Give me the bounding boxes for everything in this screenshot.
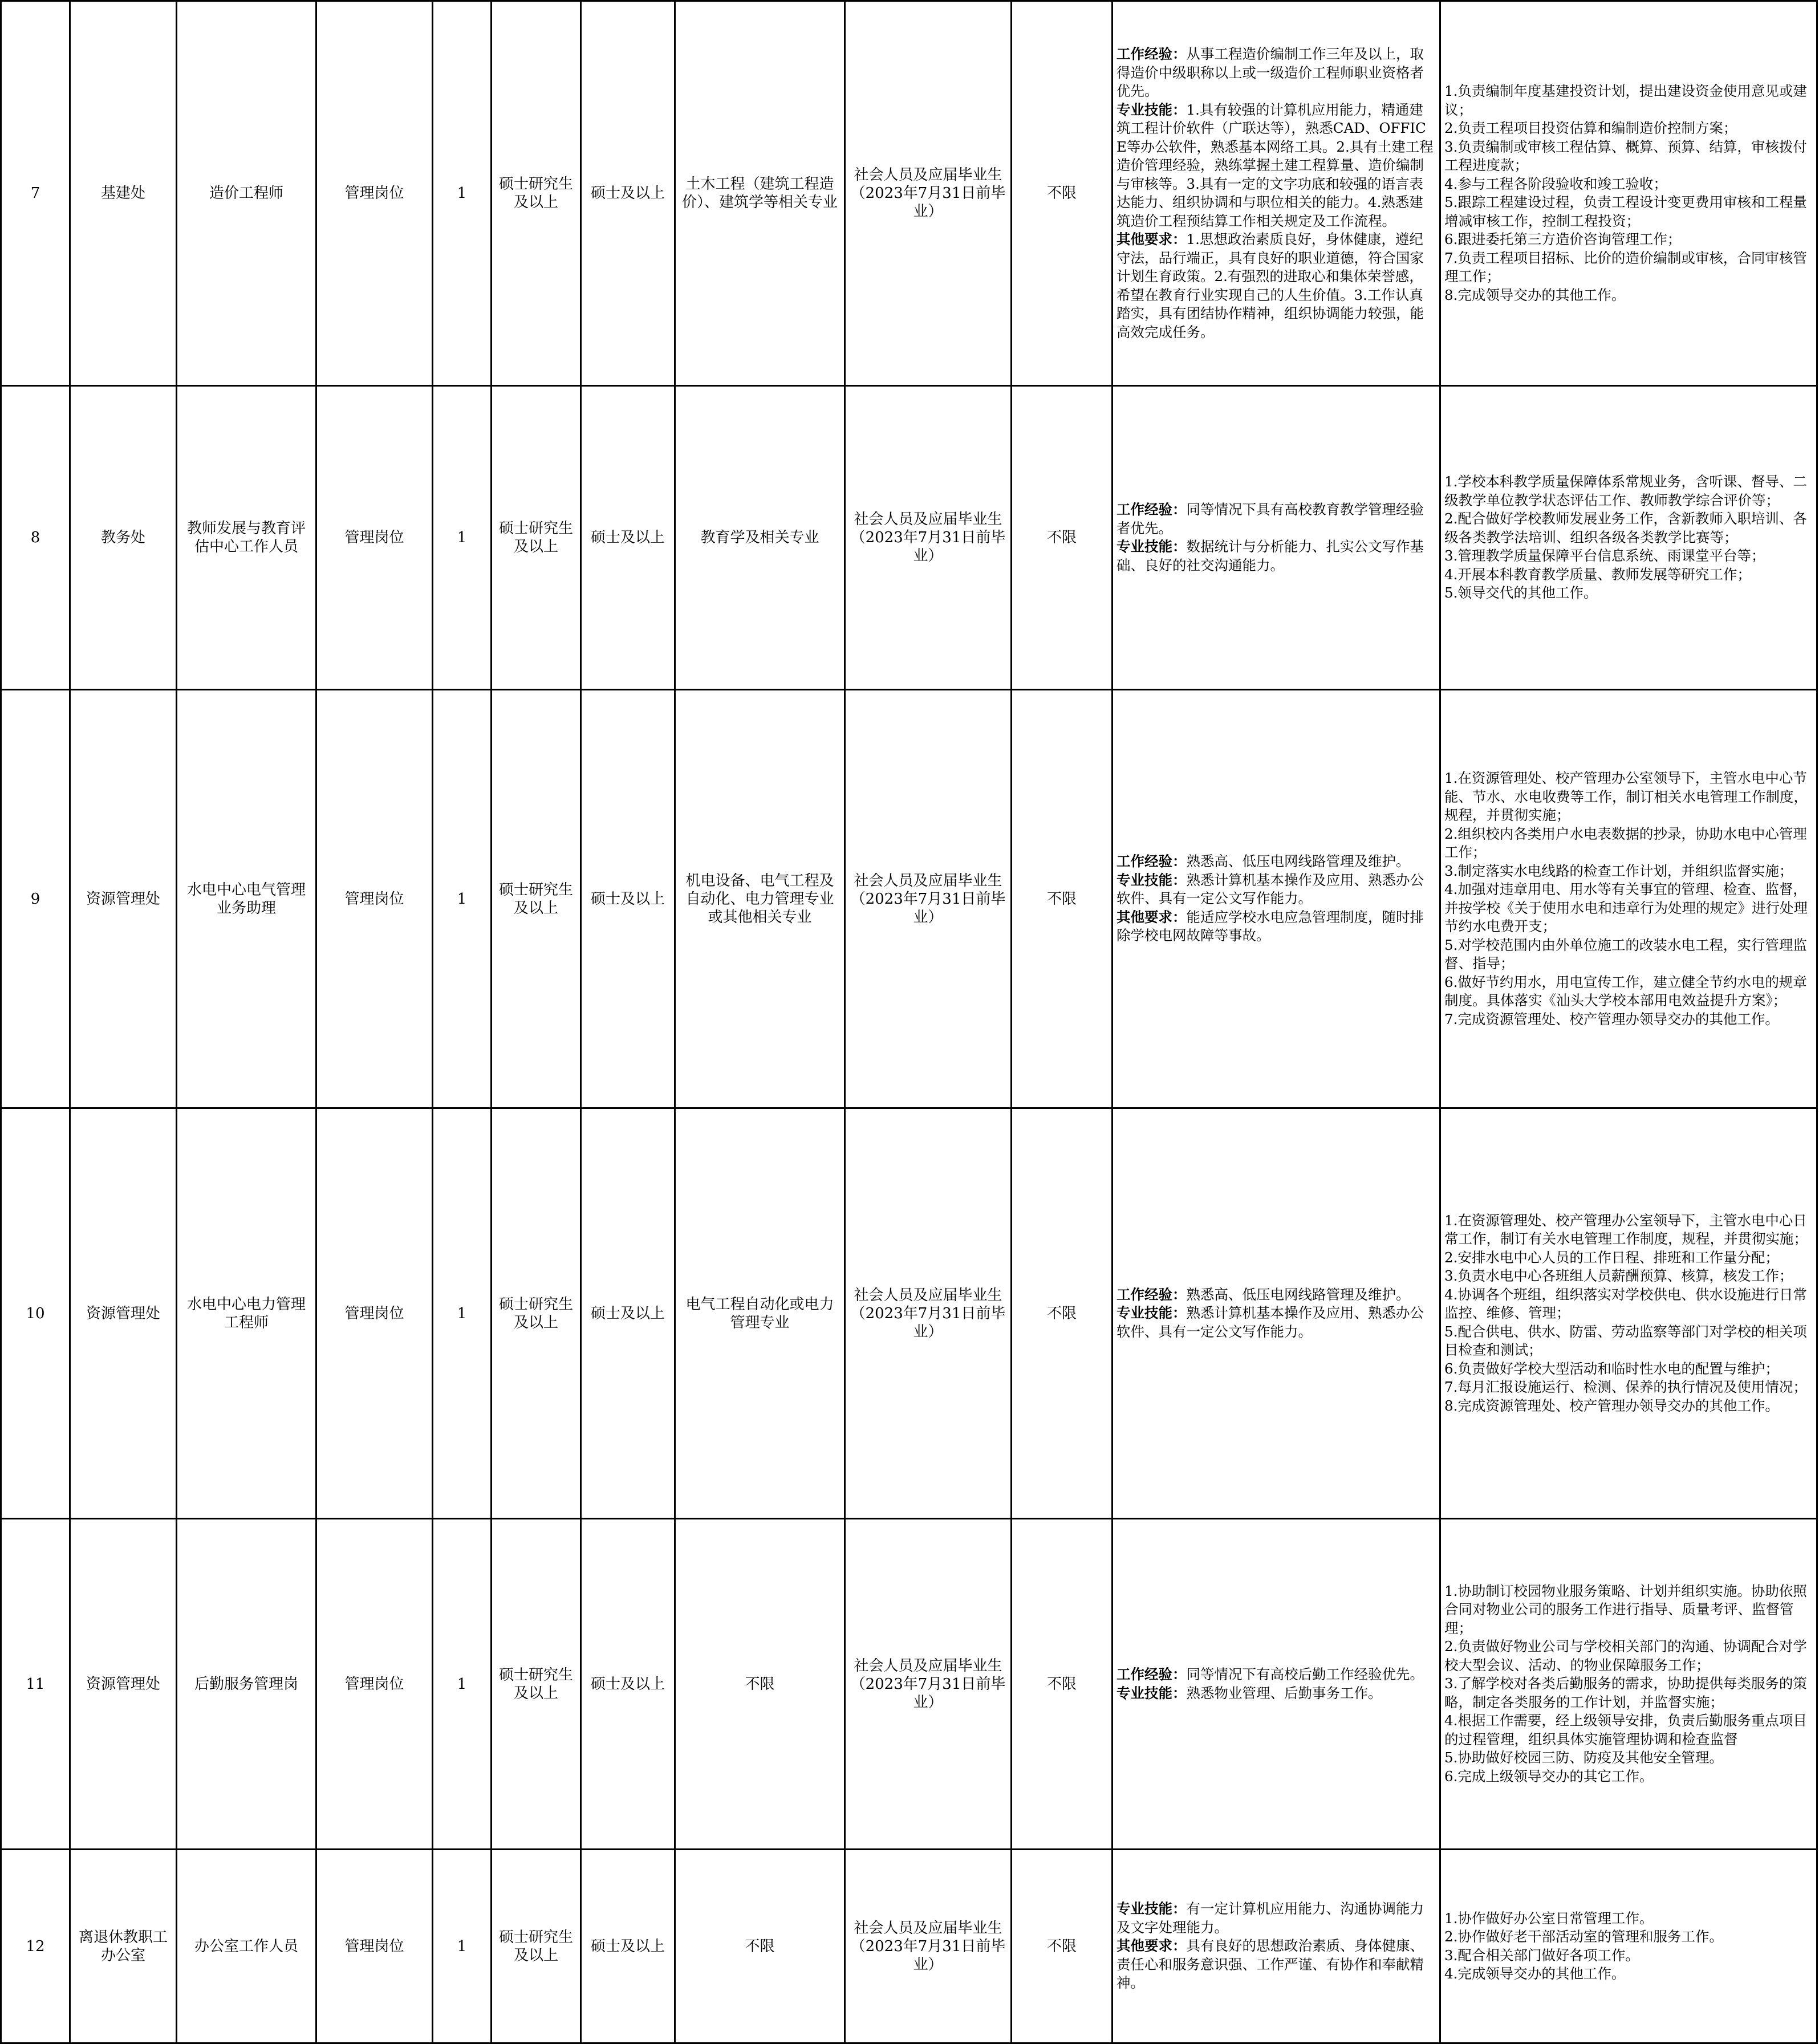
requirement-text: 熟悉高、低压电网线路管理及维护。 xyxy=(1186,853,1410,870)
degree-cell: 硕士及以上 xyxy=(581,1,675,386)
requirement-label: 工作经验： xyxy=(1116,1666,1187,1683)
headcount-cell: 1 xyxy=(433,386,492,690)
duty-item: 3.了解学校对各类后勤服务的需求，协助提供每类服务的策略，制定各类服务的工作计划，并监督实施； xyxy=(1444,1675,1807,1710)
post-name-cell: 后勤服务管理岗 xyxy=(177,1519,316,1850)
age-limit-cell: 不限 xyxy=(1012,690,1112,1108)
requirement-text: 具有良好的思想政治素质、身体健康、责任心和服务意识强、工作严谨、有协作和奉献精神。 xyxy=(1116,1937,1424,1992)
post-category-cell: 管理岗位 xyxy=(316,1850,433,2043)
requirement-item xyxy=(1116,501,1436,538)
target-group-cell: 社会人员及应届毕业生（2023年7月31日前毕业） xyxy=(845,1519,1012,1850)
duty-item: 4.根据工作需要，经上级领导安排，负责后勤服务重点项目的过程管理，组织具体实施管理协调和检查监督 xyxy=(1444,1712,1807,1748)
requirement-label: 专业技能： xyxy=(1116,1305,1187,1322)
duty-item: 5.对学校范围内由外单位施工的改装水电工程，实行管理监督、指导； xyxy=(1444,936,1807,972)
duty-item: 8.完成资源管理处、校产管理办领导交办的其他工作。 xyxy=(1444,1397,1779,1414)
requirement-item xyxy=(1116,852,1436,871)
requirement-item xyxy=(1116,1937,1436,1993)
table-row xyxy=(1,386,1817,690)
duty-item: 1.协助制订校园物业服务策略、计划并组织实施。协助依照合同对物业公司的服务工作进行指导、质量考评、监督管理； xyxy=(1444,1582,1807,1636)
post-name-cell: 水电中心电气管理业务助理 xyxy=(177,690,316,1108)
duty-item: 1.协作做好办公室日常管理工作。 xyxy=(1444,1909,1654,1927)
duty-item: 2.配合做好学校教师发展业务工作，含新教师入职培训、各级各类教学法培训、组织各级各类教学比赛等； xyxy=(1444,510,1807,546)
post-category-cell: 管理岗位 xyxy=(316,1,433,386)
duty-item: 2.协作做好老干部活动室的管理和服务工作。 xyxy=(1444,1928,1723,1945)
requirement-item xyxy=(1116,538,1436,575)
post-name-cell: 造价工程师 xyxy=(177,1,316,386)
age-limit-cell: 不限 xyxy=(1012,386,1112,690)
duty-item: 1.在资源管理处、校产管理办公室领导下，主管水电中心日常工作，制订有关水电管理工作制度，规程，并贯彻实施； xyxy=(1444,1212,1808,1247)
education-cell: 硕士研究生及以上 xyxy=(492,386,581,690)
duties-cell xyxy=(1440,1108,1817,1519)
target-group-cell: 社会人员及应届毕业生（2023年7月31日前毕业） xyxy=(845,1,1012,386)
degree-cell: 硕士及以上 xyxy=(581,1850,675,2043)
major-cell: 教育学及相关专业 xyxy=(675,386,845,690)
requirement-item xyxy=(1116,1304,1436,1341)
duty-item: 2.负责做好物业公司与学校相关部门的沟通、协调配合对学校大型会议、活动、的物业保障服务工作； xyxy=(1444,1638,1807,1673)
post-category-cell: 管理岗位 xyxy=(316,1519,433,1850)
requirement-item xyxy=(1116,230,1436,342)
age-limit-cell: 不限 xyxy=(1012,1519,1112,1850)
duty-item: 7.每月汇报设施运行、检测、保养的执行情况及使用情况； xyxy=(1444,1379,1807,1396)
duty-item: 3.负责水电中心各班组人员薪酬预算、核算，核发工作； xyxy=(1444,1267,1793,1285)
headcount-cell: 1 xyxy=(433,1850,492,2043)
requirements-cell xyxy=(1112,386,1440,690)
duty-item: 2.安排水电中心人员的工作日程、排班和工作量分配； xyxy=(1444,1249,1779,1266)
requirement-text: 熟悉计算机基本操作及应用、熟悉办公软件、具有一定公文写作能力。 xyxy=(1116,1305,1424,1340)
requirement-item xyxy=(1116,1900,1436,1937)
row-number: 11 xyxy=(1,1519,70,1850)
duties-cell xyxy=(1440,1850,1817,2043)
requirements-cell xyxy=(1112,1,1440,386)
education-cell: 硕士研究生及以上 xyxy=(492,1,581,386)
table-row xyxy=(1,690,1817,1108)
post-category-cell: 管理岗位 xyxy=(316,1108,433,1519)
duties-cell xyxy=(1440,1,1817,386)
age-limit-cell: 不限 xyxy=(1012,1850,1112,2043)
education-cell: 硕士研究生及以上 xyxy=(492,690,581,1108)
education-cell: 硕士研究生及以上 xyxy=(492,1519,581,1850)
post-category-cell: 管理岗位 xyxy=(316,690,433,1108)
target-group-cell: 社会人员及应届毕业生（2023年7月31日前毕业） xyxy=(845,386,1012,690)
duty-item: 6.完成上级领导交办的其它工作。 xyxy=(1444,1767,1654,1785)
requirement-label: 工作经验： xyxy=(1116,46,1187,62)
duty-item: 3.制定落实水电线路的检查工作计划，并组织监督实施； xyxy=(1444,862,1793,879)
requirement-item xyxy=(1116,101,1436,231)
requirement-text: 能适应学校水电应急管理制度，随时排除学校电网故障等事故。 xyxy=(1116,908,1424,944)
department-cell: 资源管理处 xyxy=(70,690,177,1108)
duty-item: 3.负责编制或审核工程估算、概算、预算、结算，审核拨付工程进度款； xyxy=(1444,138,1807,173)
row-number: 12 xyxy=(1,1850,70,2043)
duty-item: 5.跟踪工程建设过程，负责工程设计变更费用审核和工程量增减审核工作，控制工程投资； xyxy=(1444,194,1807,229)
requirement-label: 其他要求： xyxy=(1116,231,1187,247)
degree-cell: 硕士及以上 xyxy=(581,386,675,690)
requirement-label: 专业技能： xyxy=(1116,1900,1187,1917)
education-cell: 硕士研究生及以上 xyxy=(492,1108,581,1519)
duties-cell xyxy=(1440,386,1817,690)
age-limit-cell: 不限 xyxy=(1012,1108,1112,1519)
requirement-label: 其他要求： xyxy=(1116,908,1187,925)
duty-item: 2.负责工程项目投资估算和编制造价控制方案； xyxy=(1444,120,1737,136)
duty-item: 4.完成领导交办的其他工作。 xyxy=(1444,1965,1626,1982)
requirement-text: 同等情况下具有高校教育教学管理经验者优先。 xyxy=(1116,501,1424,537)
duty-item: 5.配合供电、供水、防雷、劳动监察等部门对学校的相关项目检查和测试； xyxy=(1444,1323,1807,1359)
table-row xyxy=(1,1,1817,386)
duty-item: 1.学校本科教学质量保障体系常规业务，含听课、督导、二级教学单位教学状态评估工作、教师教学综合评价等； xyxy=(1444,473,1807,509)
department-cell: 资源管理处 xyxy=(70,1108,177,1519)
duty-item: 7.完成资源管理处、校产管理办领导交办的其他工作。 xyxy=(1444,1010,1779,1027)
duty-item: 1.负责编制年度基建投资计划，提出建设资金使用意见或建议； xyxy=(1444,83,1807,118)
duty-item: 3.管理教学质量保障平台信息系统、雨课堂平台等； xyxy=(1444,547,1765,564)
requirement-item xyxy=(1116,1286,1436,1305)
post-category-cell: 管理岗位 xyxy=(316,386,433,690)
requirement-text: 有一定计算机应用能力、沟通协调能力及文字处理能力。 xyxy=(1116,1900,1424,1936)
headcount-cell: 1 xyxy=(433,1519,492,1850)
duty-item: 5.协助做好校园三防、防疫及其他安全管理。 xyxy=(1444,1749,1723,1766)
post-name-cell: 教师发展与教育评估中心工作人员 xyxy=(177,386,316,690)
target-group-cell: 社会人员及应届毕业生（2023年7月31日前毕业） xyxy=(845,1850,1012,2043)
requirement-item xyxy=(1116,45,1436,101)
duty-item: 4.协调各个班组，组织落实对学校供电、供水设施进行日常监控、维修、管理； xyxy=(1444,1286,1807,1322)
requirement-item xyxy=(1116,908,1436,945)
requirement-text: 熟悉计算机基本操作及应用、熟悉办公软件、具有一定公文写作能力。 xyxy=(1116,871,1424,907)
row-number: 8 xyxy=(1,386,70,690)
duty-item: 4.加强对违章用电、用水等有关事宜的管理、检查、监督，并按学校《关于使用水电和违章行为处理的规定》进行处理节约水电费开支； xyxy=(1444,881,1808,934)
major-cell: 不限 xyxy=(675,1850,845,2043)
requirements-cell xyxy=(1112,690,1440,1108)
department-cell: 教务处 xyxy=(70,386,177,690)
duty-item: 4.开展本科教育教学质量、教师发展等研究工作； xyxy=(1444,566,1751,583)
requirement-text: 从事工程造价编制工作三年及以上，取得造价中级职称以上或一级造价工程师职业资格者优先。 xyxy=(1116,46,1424,99)
requirement-item xyxy=(1116,1665,1436,1684)
major-cell: 土木工程（建筑工程造价）、建筑学等相关专业 xyxy=(675,1,845,386)
requirement-text: 熟悉高、低压电网线路管理及维护。 xyxy=(1186,1286,1410,1303)
target-group-cell: 社会人员及应届毕业生（2023年7月31日前毕业） xyxy=(845,1108,1012,1519)
requirement-label: 工作经验： xyxy=(1116,1286,1187,1303)
requirement-text: 数据统计与分析能力、扎实公文写作基础、良好的社交沟通能力。 xyxy=(1116,538,1424,574)
requirement-label: 专业技能： xyxy=(1116,101,1187,118)
requirement-label: 工作经验： xyxy=(1116,501,1187,518)
requirement-label: 专业技能： xyxy=(1116,538,1187,555)
requirement-label: 其他要求： xyxy=(1116,1937,1187,1954)
post-name-cell: 水电中心电力管理工程师 xyxy=(177,1108,316,1519)
department-cell: 离退休教职工办公室 xyxy=(70,1850,177,2043)
major-cell: 电气工程自动化或电力管理专业 xyxy=(675,1108,845,1519)
requirement-item xyxy=(1116,871,1436,908)
degree-cell: 硕士及以上 xyxy=(581,1519,675,1850)
requirement-label: 专业技能： xyxy=(1116,1684,1187,1701)
major-cell: 不限 xyxy=(675,1519,845,1850)
headcount-cell: 1 xyxy=(433,1108,492,1519)
headcount-cell: 1 xyxy=(433,690,492,1108)
table-body xyxy=(1,1,1817,2043)
requirement-item xyxy=(1116,1684,1436,1703)
duty-item: 1.在资源管理处、校产管理办公室领导下，主管水电中心节能、节水、水电收费等工作，制订相关水电管理工作制度，规程，并贯彻实施； xyxy=(1444,770,1808,823)
table-row xyxy=(1,1108,1817,1519)
headcount-cell: 1 xyxy=(433,1,492,386)
duty-item: 6.负责做好学校大型活动和临时性水电的配置与维护； xyxy=(1444,1360,1779,1377)
duty-item: 3.配合相关部门做好各项工作。 xyxy=(1444,1947,1639,1964)
post-name-cell: 办公室工作人员 xyxy=(177,1850,316,2043)
duties-cell xyxy=(1440,690,1817,1108)
requirement-text: 1.具有较强的计算机应用能力，精通建筑工程计价软件（广联达等），熟悉CAD、OFFICE等办公软件，熟悉基本网络工具。2.具有土建工程造价管理经验，熟练掌握土建工程算量、造价编制与审核等。3.具有一定的文字功底和较强的语言表达能力、组织协调和与职位相关的能力。4.熟悉建筑造价工程预结算工作相关规定及工作流程。 xyxy=(1116,101,1434,229)
requirement-label: 工作经验： xyxy=(1116,853,1187,870)
target-group-cell: 社会人员及应届毕业生（2023年7月31日前毕业） xyxy=(845,690,1012,1108)
row-number: 9 xyxy=(1,690,70,1108)
duty-item: 7.负责工程项目招标、比价的造价编制或审核，合同审核管理工作； xyxy=(1444,249,1807,285)
duty-item: 8.完成领导交办的其他工作。 xyxy=(1444,286,1626,303)
age-limit-cell: 不限 xyxy=(1012,1,1112,386)
row-number: 7 xyxy=(1,1,70,386)
requirement-text: 熟悉物业管理、后勤事务工作。 xyxy=(1186,1684,1382,1701)
degree-cell: 硕士及以上 xyxy=(581,1108,675,1519)
requirements-cell xyxy=(1112,1108,1440,1519)
education-cell: 硕士研究生及以上 xyxy=(492,1850,581,2043)
requirement-text: 同等情况下有高校后勤工作经验优先。 xyxy=(1186,1666,1424,1683)
requirements-cell xyxy=(1112,1850,1440,2043)
major-cell: 机电设备、电气工程及自动化、电力管理专业或其他相关专业 xyxy=(675,690,845,1108)
department-cell: 基建处 xyxy=(70,1,177,386)
duty-item: 2.组织校内各类用户水电表数据的抄录，协助水电中心管理工作； xyxy=(1444,825,1807,860)
requirements-cell xyxy=(1112,1519,1440,1850)
degree-cell: 硕士及以上 xyxy=(581,690,675,1108)
table-row xyxy=(1,1850,1817,2043)
duty-item: 4.参与工程各阶段验收和竣工验收； xyxy=(1444,175,1667,192)
requirement-label: 专业技能： xyxy=(1116,871,1187,888)
duties-cell xyxy=(1440,1519,1817,1850)
department-cell: 资源管理处 xyxy=(70,1519,177,1850)
requirement-text: 1.思想政治素质良好，身体健康，遵纪守法，品行端正，具有良好的职业道德，符合国家计划生育政策。2.有强烈的进取心和集体荣誉感，希望在教育行业实现自己的人生价值。3.工作认真踏实，具有团结协作精神，组织协调能力较强，能高效完成任务。 xyxy=(1116,231,1424,340)
row-number: 10 xyxy=(1,1108,70,1519)
duty-item: 5.领导交代的其他工作。 xyxy=(1444,584,1598,602)
duty-item: 6.做好节约用水，用电宣传工作，建立健全节约水电的规章制度。具体落实《汕头大学校本部用电效益提升方案》； xyxy=(1444,973,1807,1009)
duty-item: 6.跟进委托第三方造价咨询管理工作； xyxy=(1444,231,1682,247)
table-row xyxy=(1,1519,1817,1850)
